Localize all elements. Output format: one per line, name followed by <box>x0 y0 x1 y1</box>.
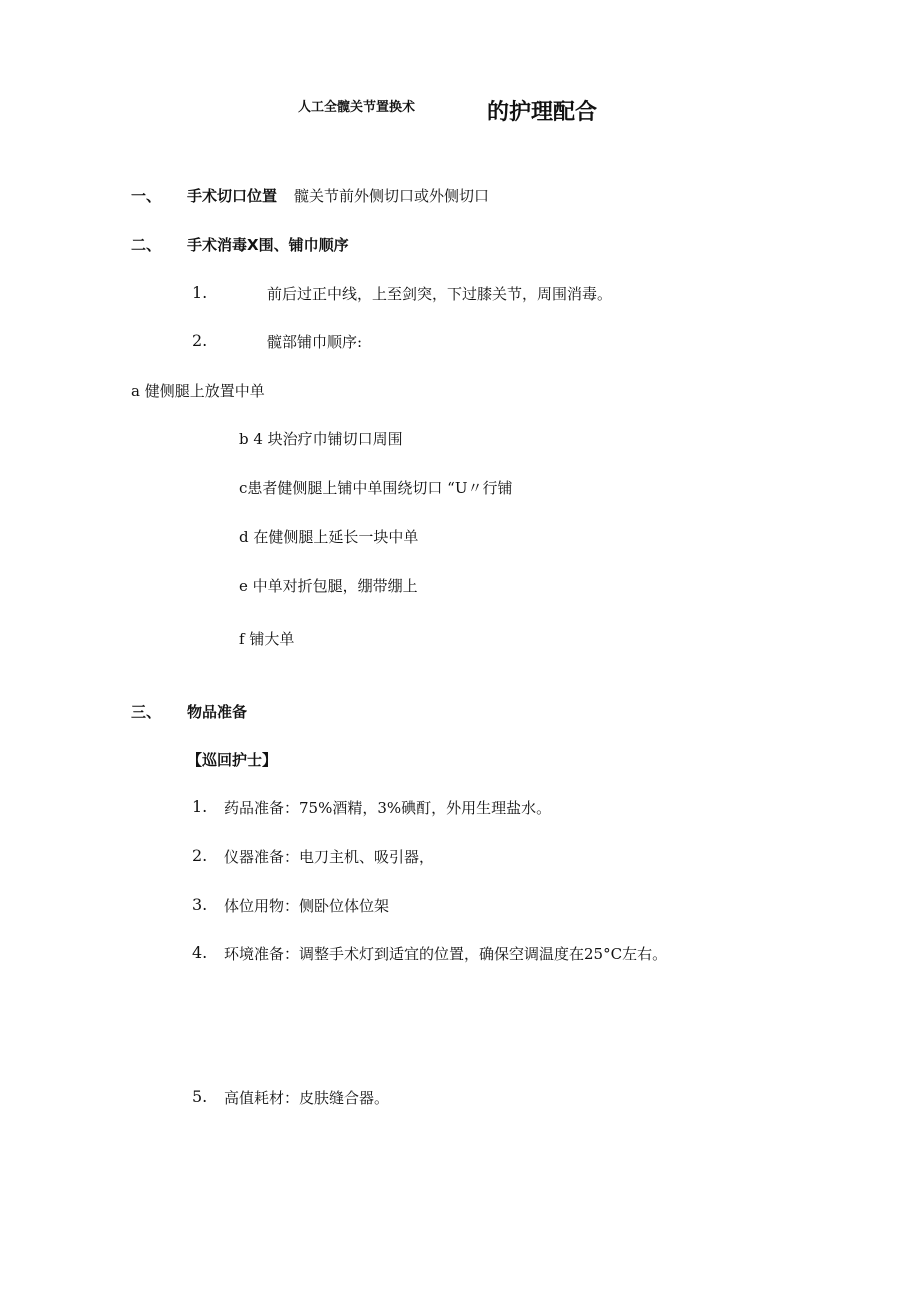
section2-item1-number: 1. <box>192 283 208 302</box>
section3-item3-number: 3. <box>192 895 208 914</box>
section3-item4-number: 4. <box>192 943 208 962</box>
section3-item1-text: 药品准备：75%酒精，3%碘酊，外用生理盐水。 <box>224 799 552 817</box>
section3-item3-text: 体位用物：侧卧位体位架 <box>224 897 390 915</box>
section1-heading: 手术切口位置 <box>187 187 278 205</box>
step-a: a 健侧腿上放置中单 <box>131 382 265 400</box>
section2-item2-number: 2. <box>192 331 208 350</box>
step-b: b 4 块治疗巾铺切口周围 <box>239 430 403 448</box>
section3-item1-number: 1. <box>192 797 208 816</box>
title-part2: 的护理配合 <box>487 100 598 125</box>
step-e: e 中单对折包腿，绷带绷上 <box>239 577 418 595</box>
section3-item4-text: 环境准备：调整手术灯到适宜的位置，确保空调温度在25°C左右。 <box>224 945 668 963</box>
section3-item2-number: 2. <box>192 846 208 865</box>
step-f: f 铺大单 <box>239 630 295 648</box>
section3-item5-text: 高值耗材：皮肤缝合器。 <box>224 1089 390 1107</box>
section2-item2-text: 髋部铺巾顺序: <box>267 333 363 351</box>
section3-heading: 物品准备 <box>187 703 248 721</box>
section1-text: 髋关节前外侧切口或外侧切口 <box>294 187 490 205</box>
section2-heading: 手术消毒X围、铺巾顺序 <box>187 236 349 254</box>
title-part1: 人工全髋关节置换术 <box>298 100 416 115</box>
section3-item5-number: 5. <box>192 1087 208 1106</box>
section2-number: 二、 <box>131 236 162 254</box>
section3-number: 三、 <box>131 703 162 721</box>
section2-item1-text: 前后过正中线，上至剑突，下过膝关节，周围消毒。 <box>267 285 613 303</box>
step-d: d 在健侧腿上延长一块中单 <box>239 528 419 546</box>
section1-number: 一、 <box>131 187 162 205</box>
section3-subheading: 【巡回护士】 <box>187 751 278 769</box>
section3-item2-text: 仪器准备：电刀主机、吸引器， <box>224 848 435 866</box>
step-c: c患者健侧腿上铺中单围绕切口 “U〃行铺 <box>239 479 513 497</box>
